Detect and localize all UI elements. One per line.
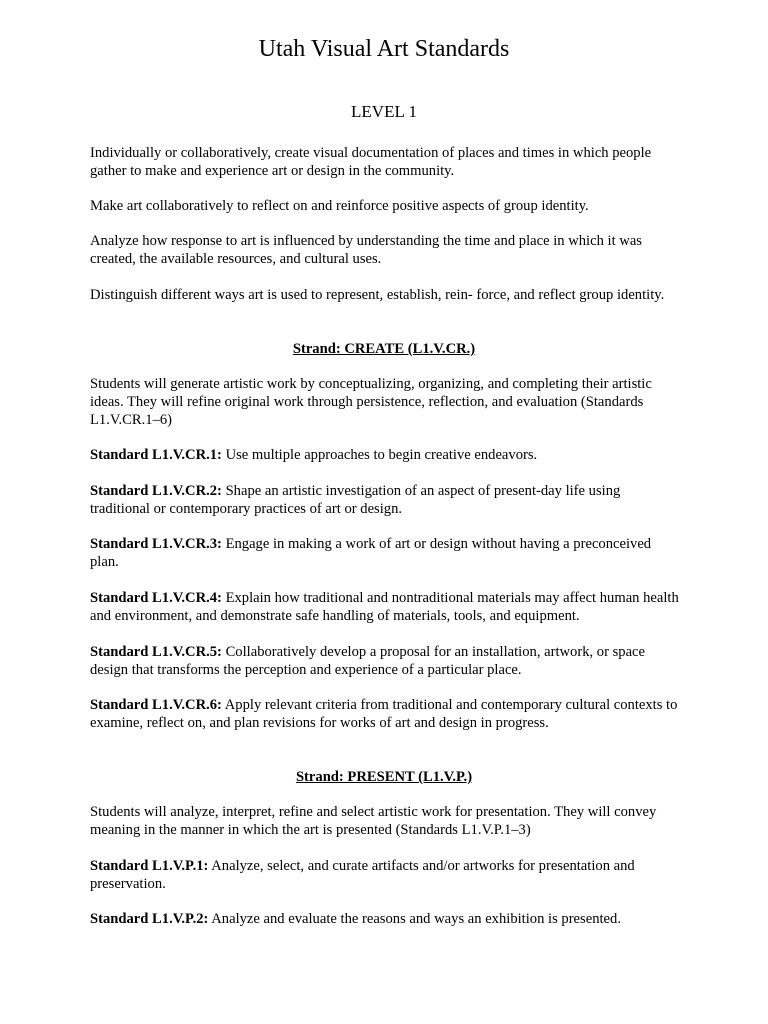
intro-paragraph-2: Make art collaboratively to reflect on and reinforce positive aspects of group identity. — [90, 198, 589, 214]
standard-label: Standard L1.V.CR.4: — [90, 590, 222, 606]
standard-text: Explain how traditional and nontraditional materials may affect human health and environment, and demonstrate safe handling of materials, tools, and equipment. — [90, 590, 679, 624]
standard-item — [90, 643, 680, 679]
strand-present-description: Students will analyze, interpret, refine and select artistic work for presentation. They will convey meaning in the manner in which the art is presented (Standards L1.V.P.1–3) — [90, 804, 657, 838]
standard-item — [90, 857, 680, 893]
standard-text: Use multiple approaches to begin creative endeavors. — [221, 447, 538, 463]
standard-item — [90, 696, 680, 732]
standard-text: Collaboratively develop a proposal for an installation, artwork, or space design that transforms the perception and experience of a particular place. — [90, 644, 646, 678]
intro-paragraph-4: Distinguish different ways art is used to represent, establish, rein- force, and reflect group identity. — [90, 287, 665, 303]
strand-create-heading: Strand: CREATE (L1.V.CR.) — [292, 341, 476, 357]
standard-text: Shape an artistic investigation of an aspect of present-day life using traditional or contemporary practices of art or design. — [90, 483, 621, 517]
strand-create-description: Students will generate artistic work by conceptualizing, organizing, and completing their artistic ideas. They will refine original work through persistence, reflection, and evaluation (Standards L1.V.CR.1–6) — [90, 376, 652, 428]
standard-item — [90, 589, 680, 625]
strand-present-heading: Strand: PRESENT (L1.V.P.) — [295, 769, 473, 785]
standard-label: Standard L1.V.CR.2: — [90, 483, 222, 499]
standard-text: Analyze and evaluate the reasons and ways an exhibition is presented. — [208, 911, 621, 927]
standard-label: Standard L1.V.CR.5: — [90, 644, 222, 660]
standard-item — [90, 910, 680, 928]
standard-text: Analyze, select, and curate artifacts and/or artworks for presentation and preservation. — [90, 858, 635, 892]
intro-paragraph-1: Individually or collaboratively, create visual documentation of places and times in which people gather to make and experience art or design in the community. — [90, 145, 652, 179]
standard-label: Standard L1.V.CR.3: — [90, 536, 222, 552]
standard-item — [90, 446, 680, 464]
intro-paragraph-3: Analyze how response to art is influenced by understanding the time and place in which it was created, the available resources, and cultural uses. — [90, 233, 642, 267]
standard-label: Standard L1.V.P.2: — [90, 911, 209, 927]
standard-label: Standard L1.V.P.1: — [90, 858, 209, 874]
document-title: Utah Visual Art Standards — [258, 36, 510, 62]
standard-text: Apply relevant criteria from traditional and contemporary cultural contexts to examine, reflect on, and plan revisions for works of art and design in progress. — [90, 697, 678, 731]
standard-text: Engage in making a work of art or design without having a preconceived plan. — [90, 536, 652, 570]
level-heading: LEVEL 1 — [351, 102, 417, 121]
standard-item — [90, 535, 680, 571]
standard-label: Standard L1.V.CR.6: — [90, 697, 222, 713]
standard-label: Standard L1.V.CR.1: — [90, 447, 222, 463]
standard-item — [90, 482, 680, 518]
